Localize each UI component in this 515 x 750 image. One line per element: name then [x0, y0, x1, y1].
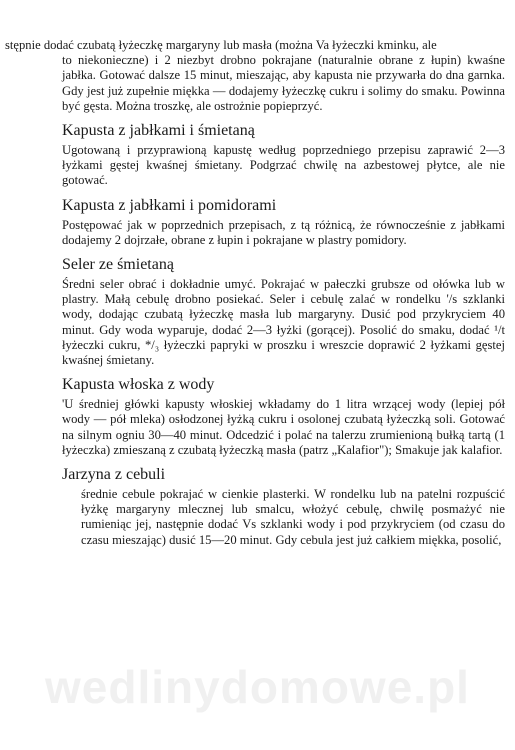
- section-title: Kapusta z jabłkami i pomidorami: [62, 196, 277, 214]
- section-text: Średni seler obrać i dokładnie umyć. Pokrajać w pałeczki grubsze od ołówka lub w plastry. Małą cebulę drobno posiekać. Seler i cebulę zalać w rondelku '/s szklanki wody, dodając czubatą łyżeczkę masła lub margaryny. Dusić pod przykryciem 40 minut. Gdy woda wyparuje, dodać 2—3 łyżki (gorącej). Posolić do smaku, dodać ¹/t łyżeczki cukru, */₃ łyżeczki papryki w proszku i wreszcie doprawić 2 łyżkami gęstej kwaśnej śmietany.: [62, 277, 505, 368]
- section-text: Ugotowaną i przyprawioną kapustę według poprzedniego przepisu zaprawić 2—3 łyżkami gęstej kwaśnej śmietany. Podgrzać chwilę na azbestowej płytce, ale nie gotować.: [62, 143, 505, 188]
- section-text: średnie cebule pokrajać w cienkie plasterki. W rondelku lub na patelni rozpuścić łyżkę margaryny mlecznej lub smalcu, włożyć cebulę, chwilę posmażyć nie rumieniąc jej, następnie dodać Vs szklanki wody i pod przykryciem (od czasu do czasu mieszając) dusić 15—20 minut. Gdy cebula jest już całkiem miękka, posolić,: [81, 487, 505, 547]
- section-title: Kapusta włoska z wody: [62, 376, 215, 394]
- section-kapusta-pomidory: [0, 197, 515, 248]
- section-seler-smietana: [0, 256, 515, 368]
- intro-first-line: stępnie dodać czubatą łyżeczkę margaryny lub masła (można Va łyżeczki kminku, ale: [5, 38, 437, 52]
- intro-rest: to niekonieczne) i 2 niezbyt drobno pokrajane (naturalnie obrane z łupin) kwaśne jabłka. Gotować dalsze 15 minut, mieszając, aby kapusta nie przywarła do dna garnka. Gdy jest już zupełnie miękka — dodajemy łyżeczkę cukru i solimy do smaku. Powinna być gęsta. Można troszkę, ale ostrożnie popieprzyć.: [62, 53, 505, 113]
- section-kapusta-smietana: [0, 122, 515, 189]
- section-jarzyna-cebuli: [0, 466, 515, 548]
- section-kapusta-wloska: [0, 376, 515, 458]
- section-title: Kapusta z jabłkami i śmietaną: [62, 122, 255, 140]
- section-text: Postępować jak w poprzednich przepisach, z tą różnicą, że równocześnie z jabłkami dodajemy 2 dojrzałe, obrane z łupin i pokrajane w plastry pomidory.: [62, 217, 505, 247]
- watermark: wedlinydomowe.pl: [45, 661, 470, 713]
- intro-paragraph: [0, 0, 515, 114]
- section-text: 'U średniej główki kapusty włoskiej wkładamy do 1 litra wrzącej wody (lepiej pół wody — pół mleka) osłodzonej łyżką cukru i osolonej czubatą łyżeczką soli. Gotować na silnym ogniu 30—40 minut. Odcedzić i polać na talerzu zrumienioną bułką tartą (1 łyżeczka) zmieszaną z czubatą łyżeczką masła (patrz „Kalafior"); Smakuje jak kalafior.: [62, 397, 505, 457]
- section-title: Seler ze śmietaną: [62, 256, 174, 274]
- section-title: Jarzyna z cebuli: [62, 466, 166, 484]
